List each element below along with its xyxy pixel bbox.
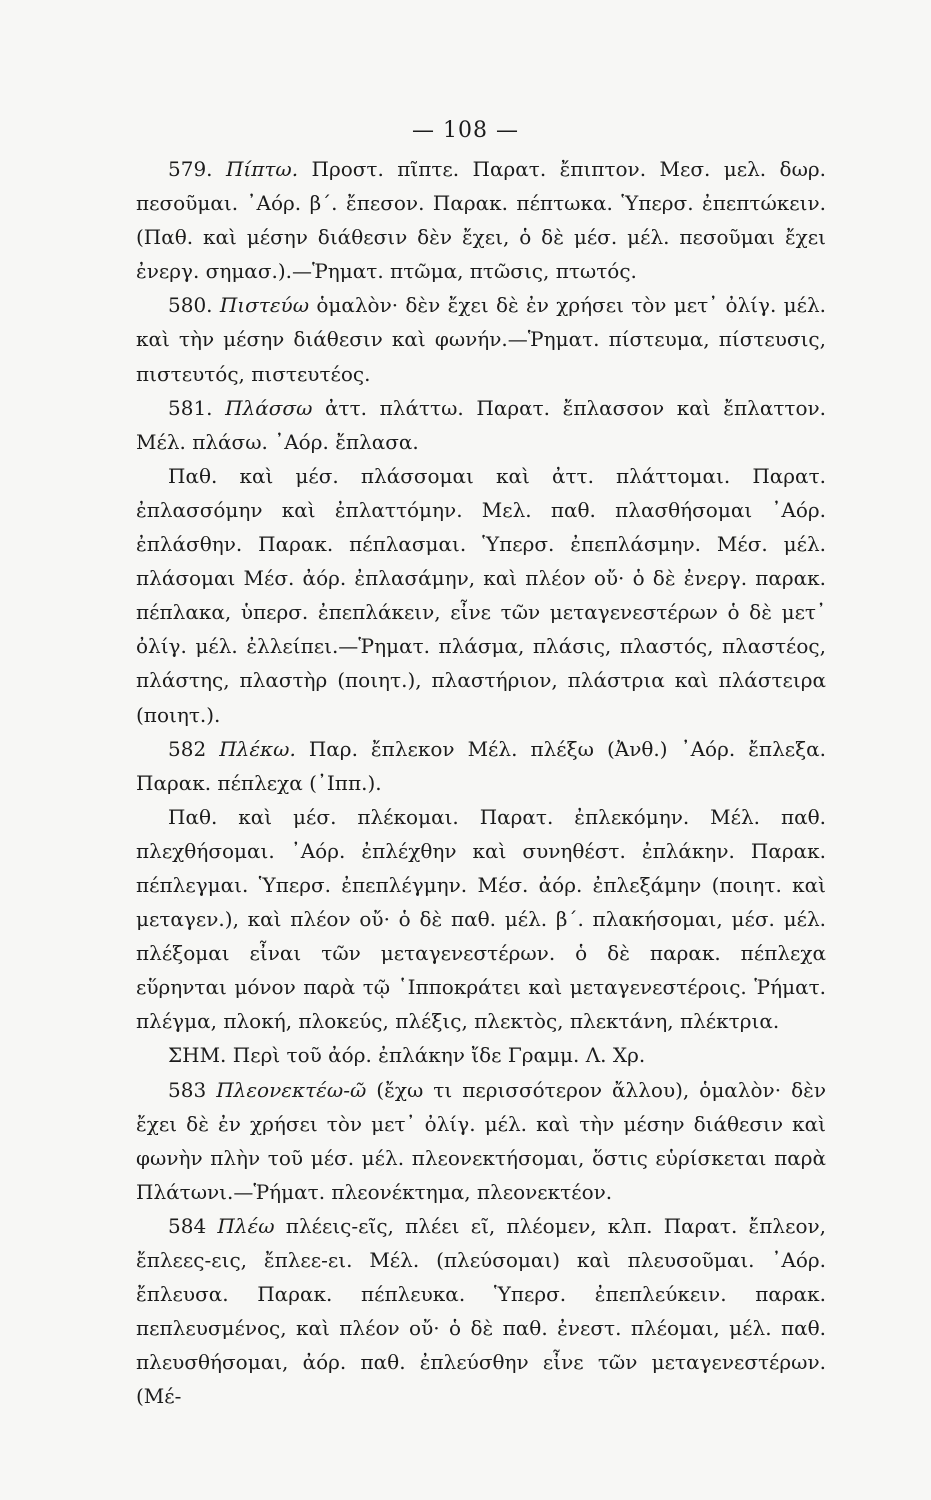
entry-text: ὁμαλὸν· δὲν ἔχει δὲ ἐν χρήσει τὸν μετ᾿ ὀλίγ. μέλ. καὶ τὴν μέσην διάθεσιν καὶ φωνήν.—Ῥηματ. πίστευμα, πίστευσις, πιστευτός, πιστευτέος. bbox=[136, 293, 827, 386]
entry-583 bbox=[136, 1073, 826, 1209]
entry-text: Παρ. ἔπλεκον Μέλ. πλέξω (Ἀνθ.) ᾿Αόρ. ἔπλεξα. Παρακ. πέπλεχα (᾿Ιππ.). bbox=[136, 736, 826, 795]
entry-number: 580. bbox=[168, 293, 213, 318]
entry-lemma: Πλάσσω bbox=[225, 395, 313, 420]
entry-text: πλέεις-εῖς, πλέει εῖ, πλέομεν, κλπ. Παρατ. ἔπλεον, ἔπλεες-εις, ἔπλεε-ει. Μέλ. (πλεύσομαι) καὶ πλευσοῦμαι. ᾿Αόρ. ἔπλευσα. Παρακ. πέπλευκα. Ὑπερσ. ἐπεπλεύκειν. παρακ. πεπλευσμένος, καὶ πλέον οὔ· ὁ δὲ παθ. ἐνεστ. πλέομαι, μέλ. παθ. πλευσθήσομαι, ἀόρ. παθ. ἐπλεύσθην εἶνε τῶν μεταγενεστέρων. (Μέ- bbox=[136, 1213, 827, 1409]
entry-580 bbox=[136, 288, 826, 390]
entry-lemma: Πλέω bbox=[217, 1213, 275, 1238]
note-text: Περὶ τοῦ ἀόρ. ἐπλάκην ἴδε Γραμμ. Λ. Χρ. bbox=[232, 1043, 646, 1068]
entry-581 bbox=[136, 391, 826, 459]
entry-lemma: Πλεονεκτέω-ῶ bbox=[216, 1077, 367, 1102]
entry-number: 584 bbox=[168, 1213, 207, 1238]
entry-582-passive bbox=[136, 800, 826, 1039]
entry-lemma: Πλέκω. bbox=[219, 736, 296, 761]
entry-number: 579. bbox=[168, 157, 213, 181]
entry-581-passive bbox=[136, 459, 826, 732]
entry-text: Παθ. καὶ μέσ. πλέκομαι. Παρατ. ἐπλεκόμην. Μέλ. παθ. πλεχθήσομαι. ᾿Αόρ. ἐπλέχθην καὶ συνηθέστ. ἐπλάκην. Παρακ. πέπλεγμαι. Ὑπερσ. ἐπεπλέγμην. Μέσ. ἀόρ. ἐπλεξάμην (ποιητ. καὶ μεταγεν.), καὶ πλέον οὔ· ὁ δὲ παθ. μέλ. β΄. πλακήσομαι, μέσ. μέλ. πλέξομαι εἶναι τῶν μεταγενεστέρων. ὁ δὲ παρακ. πέπλεχα εὕρηνται μόνον παρὰ τῷ ῾Ιπποκράτει καὶ μεταγενεστέροις. Ῥήματ. πλέγμα, πλοκή, πλοκεύς, πλέξις, πλεκτὸς, πλεκτάνη, πλέκτρια. bbox=[136, 804, 826, 1034]
entry-text: Προστ. πῖπτε. Παρατ. ἔπιπτον. Μεσ. μελ. δωρ. πεσοῦμαι. ᾿Αόρ. β΄. ἔπεσον. Παρακ. πέπτωκα. Ὑπερσ. ἐπεπτώκειν. (Παθ. καὶ μέσην διάθεσιν δὲν ἔχει, ὁ δὲ μέσ. μέλ. πεσοῦμαι ἔχει ἐνεργ. σημασ.).—Ῥηματ. πτῶμα, πτῶσις, πτωτός. bbox=[136, 157, 826, 284]
entry-number: 582 bbox=[168, 736, 207, 761]
entry-text: Παθ. καὶ μέσ. πλάσσομαι καὶ ἀττ. πλάττομαι. Παρατ. ἐπλασσόμην καὶ ἐπλαττόμην. Μελ. παθ. πλασθήσομαι ᾿Αόρ. ἐπλάσθην. Παρακ. πέπλασμαι. Ὑπερσ. ἐπεπλάσμην. Μέσ. μέλ. πλάσομαι Μέσ. ἀόρ. ἐπλασάμην, καὶ πλέον οὔ· ὁ δὲ ἐνεργ. παρακ. πέπλακα, ὑπερσ. ἐπεπλάκειν, εἶνε τῶν μεταγενεστέρων ὁ δὲ μετ᾿ ὀλίγ. μέλ. ἐλλείπει.—Ῥηματ. πλάσμα, πλάσις, πλαστός, πλαστέος, πλάστης, πλαστὴρ (ποιητ.), πλαστήριον, πλάστρια καὶ πλάστειρα (ποιητ.). bbox=[136, 463, 826, 727]
entry-number: 581. bbox=[168, 395, 213, 420]
entry-lemma: Πίπτω. bbox=[225, 157, 299, 181]
entry-lemma: Πιστεύω bbox=[219, 293, 310, 318]
page-body bbox=[136, 152, 826, 1413]
note bbox=[136, 1038, 826, 1072]
entry-number: 583 bbox=[168, 1077, 207, 1102]
entry-582 bbox=[136, 732, 826, 800]
note-label: ΣΗΜ. bbox=[168, 1043, 227, 1068]
entry-579 bbox=[136, 152, 826, 288]
page-number: — 108 — bbox=[412, 118, 519, 143]
entry-584 bbox=[136, 1209, 826, 1414]
entry-text: (ἔχω τι περισσότερον ἄλλου), ὁμαλὸν· δὲν ἔχει δὲ ἐν χρήσει τὸν μετ᾿ ὀλίγ. μέλ. καὶ τὴν μέσην διάθεσιν καὶ φωνὴν πλὴν τοῦ μέσ. μέλ. πλεονεκτήσομαι, ὅστις εὑρίσκεται παρὰ Πλάτωνι.—Ῥήματ. πλεονέκτημα, πλεονεκτέον. bbox=[136, 1077, 826, 1204]
entry-text: ἀττ. πλάττω. Παρατ. ἔπλασσον καὶ ἔπλαττον. Μέλ. πλάσω. ᾿Αόρ. ἔπλασα. bbox=[136, 395, 827, 454]
